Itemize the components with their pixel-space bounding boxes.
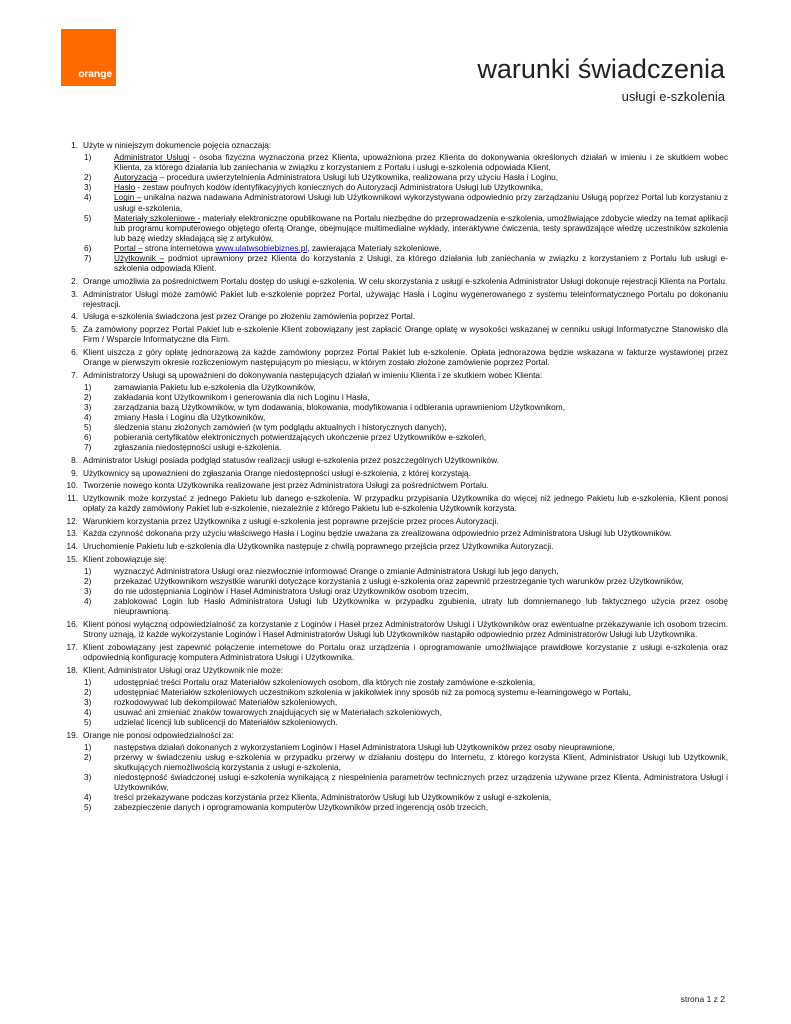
clause-number: 18. [66, 664, 78, 675]
sub-item-text: unikalna nazwa nadawana Administratorowi Usługi lub Użytkownikowi wykorzystywana odpowiednio przy zarządzaniu Usługą poprzez Portal lub korzystaniu z usługi e-szkolenia, [114, 192, 728, 213]
clause-item [60, 311, 728, 321]
sub-item-body [114, 687, 728, 697]
sub-item-text: przekazać Użytkownikom wszystkie warunki dotyczące korzystania z usługi e-szkolenia oraz zapewnić przestrzeganie tych warunków przez Użytkowników, [114, 575, 684, 586]
clause-text: Usługa e-szkolenia świadczona jest przez Orange po złożeniu zamówienia poprzez Portal. [83, 311, 416, 322]
clause-item [60, 554, 728, 617]
clause-text: Użyte w niniejszym dokumencie pojęcia oznaczają: [83, 140, 272, 150]
clause-number: 7. [71, 369, 78, 380]
sub-item-text: pobierania certyfikatów elektronicznych potwierdzających ukończenie przez Użytkowników e-szkoleń, [114, 432, 487, 443]
clause-number: 19. [66, 729, 78, 740]
defined-term: Administrator Usługi [114, 152, 190, 163]
clause-body [83, 480, 728, 490]
sub-item-number: 3) [84, 772, 92, 783]
clause-body [83, 455, 728, 465]
sub-item [83, 402, 728, 412]
sub-item-body [114, 213, 728, 243]
sub-item-body [114, 596, 728, 616]
sub-item-number: 4) [84, 411, 92, 422]
sub-item-body [114, 566, 728, 576]
sub-item-number: 5) [84, 212, 92, 223]
sub-item [83, 182, 728, 192]
sub-item-number: 2) [84, 391, 92, 402]
document-subtitle: usługi e-szkolenia [621, 89, 725, 104]
sub-item-number: 5) [84, 802, 92, 813]
sub-item-text: do nie udostępniania Loginów i Haseł Administratora Usługi oraz Użytkowników osobom trzecim, [114, 586, 469, 597]
sub-item-text: wyznaczyć Administratora Usługi oraz niezwłocznie informować Orange o zmianie Administratora Usługi lub jego danych, [114, 565, 559, 576]
sub-item-text: zamawiania Pakietu lub e-szkolenia dla Użytkowników, [114, 381, 316, 392]
clause-body [83, 140, 728, 273]
sub-item-text: zakładania kont Użytkownikom i generowania dla nich Loginu i Hasła, [114, 391, 370, 402]
sub-item-text: udzielać licencji lub sublicencji do Materiałów szkoleniowych. [114, 716, 338, 727]
sub-item [83, 742, 728, 752]
sub-item [83, 392, 728, 402]
defined-term: Użytkownik – [114, 253, 165, 264]
defined-term: Materiały szkoleniowe - [114, 212, 201, 223]
sub-item-text: zarządzania bazą Użytkowników, w tym dodawania, blokowania, modyfikowania i odbierania uprawnieniom Użytkownikom, [114, 401, 566, 412]
clause-item [60, 541, 728, 551]
defined-term: Autoryzacja [114, 172, 158, 183]
sub-item-number: 1) [84, 152, 92, 163]
sub-item-body [114, 792, 728, 802]
clause-text: Klient zobowiązuje się: [83, 553, 167, 564]
clause-number: 17. [66, 641, 78, 652]
sub-item [83, 432, 728, 442]
sub-item-number: 2) [84, 172, 92, 183]
sub-item-body [114, 412, 728, 422]
document-title: warunki świadczenia [477, 54, 725, 84]
clause-text: Administrator Usługi posiada podgląd statusów realizacji usługi e-szkolenia przez poszczególnych Użytkowników. [83, 454, 499, 465]
clause-body [83, 324, 728, 344]
page-number: strona 1 z 2 [680, 994, 725, 1004]
clause-number: 6. [71, 346, 78, 357]
sub-item-number: 2) [84, 751, 92, 762]
clause-item [60, 324, 728, 344]
clause-number: 8. [71, 454, 78, 465]
sub-item-text: niedostępność świadczonej usługi e-szkolenia wynikającą z niespełnienia parametrów technicznych przez urządzenia używane przez Klienta, Administratora Usługi i Użytkowników, [114, 772, 728, 793]
clause-text: Klient uiszcza z góry opłatę jednorazową za każde zamówiony poprzez Portal Pakiet lub e-szkolenie. Opłata jednorazowa będzie wskazana w fakturze wystawionej przez Orange w pierwszym okresie rozliczeniowym następującym po miesiącu, w którym zostało złożone zamówienie poprzez Portal. [83, 346, 728, 367]
clause-body [83, 311, 728, 321]
sub-item-text: zmiany Hasła i Loginu dla Użytkowników, [114, 411, 266, 422]
sub-list [83, 382, 728, 453]
clause-body [83, 347, 728, 367]
sub-item-body [114, 752, 728, 772]
sub-list [83, 677, 728, 727]
sub-item-number: 3) [84, 401, 92, 412]
clause-text: Uruchomienie Pakietu lub e-szkolenia dla Użytkownika następuje z chwilą poprawnego przejścia przez Użytkownika Autoryzacji. [83, 541, 554, 552]
portal-link[interactable]: www.ulatwsobiebiznes.pl [215, 242, 308, 253]
terms-list [60, 140, 728, 815]
clause-number: 14. [66, 541, 78, 552]
sub-item-body [114, 772, 728, 792]
sub-item [83, 213, 728, 243]
sub-item [83, 172, 728, 182]
sub-item-body [114, 432, 728, 442]
sub-item-text: zabezpieczenie danych i oprogramowania komputerów Użytkowników przed ingerencją osób trzecich, [114, 802, 489, 813]
clause-number: 15. [66, 553, 78, 564]
sub-item-text: - osoba fizyczna wyznaczona przez Klienta, upoważniona przez Klienta do dokonywania określonych działań w imieniu i ze skutkiem wobec Klienta, za którego działania lub zaniechania w związku z korzystaniem z Portalu i usługi e-szkolenia odpowiada Klient, [114, 152, 728, 173]
sub-item-body [114, 182, 728, 192]
sub-item [83, 772, 728, 792]
logo-text: orange [78, 68, 112, 80]
clause-text: Administrator Usługi może zamówić Pakiet lub e-szkolenie poprzez Portal, używając Hasła i Loginu wygenerowanego z systemu teleinformatycznego Portalu po dokonaniu rejestracji. [83, 288, 728, 309]
sub-item-body [114, 243, 728, 253]
sub-list [83, 152, 728, 273]
sub-list [83, 566, 728, 616]
clause-item [60, 455, 728, 465]
defined-term: Hasło [114, 182, 136, 193]
sub-list [83, 742, 728, 813]
sub-item [83, 442, 728, 452]
clause-body [83, 665, 728, 728]
sub-item [83, 792, 728, 802]
sub-item-body [114, 392, 728, 402]
sub-item-body [114, 172, 728, 182]
sub-item-number: 3) [84, 586, 92, 597]
clause-body [83, 528, 728, 538]
sub-item-body [114, 402, 728, 412]
sub-item-text: śledzenia stanu złożonych zamówień (w tym podglądu aktualnych i historycznych danych), [114, 422, 447, 432]
sub-item [83, 677, 728, 687]
sub-item-number: 4) [84, 192, 92, 203]
clause-text: Użytkownik może korzystać z jednego Pakietu lub danego e-szkolenia. W przypadku przypisania Użytkownika do więcej niż jednego Pakietu lub e-szkolenia, Klient ponosi opłaty za każdy zamówiony Pakiet lub e-szkolenie, niezależnie z którego Pakietu lub e-szkolenia Użytkownik korzysta. [83, 492, 728, 514]
sub-item [83, 152, 728, 172]
defined-term: Portal – [114, 242, 143, 253]
sub-item [83, 717, 728, 727]
sub-item-text: rozkodowywać lub dekompilować Materiałów szkoleniowych, [114, 696, 338, 707]
clause-item [60, 480, 728, 490]
sub-item-body [114, 576, 728, 586]
sub-item [83, 707, 728, 717]
clause-item [60, 730, 728, 813]
clause-item [60, 347, 728, 367]
sub-item-body [114, 442, 728, 452]
clause-body [83, 541, 728, 551]
sub-item-number: 4) [84, 596, 92, 607]
sub-item-body [114, 586, 728, 596]
clause-text: Klient, Administrator Usługi oraz Użytkownik nie może: [83, 664, 284, 675]
clause-text: Orange umożliwia za pośrednictwem Portalu dostęp do usługi e-szkolenia. W celu skorzystania z usługi e-szkolenia Administrator Usługi dokonuje rejestracji Klienta na Portalu. [83, 275, 728, 286]
clause-item [60, 665, 728, 728]
clause-body [83, 619, 728, 639]
clause-item [60, 276, 728, 286]
clause-number: 11. [67, 492, 78, 503]
sub-item-number: 1) [84, 565, 92, 576]
sub-item-number: 4) [84, 792, 92, 803]
sub-item-number: 6) [84, 432, 92, 443]
sub-item-number: 1) [84, 741, 92, 752]
sub-item-text: – procedura uwierzytelnienia Administratora Usługi lub Użytkownika, realizowana przy użyciu Hasła i Loginu, [157, 172, 559, 183]
sub-item-text-after: , zawierająca Materiały szkoleniowe, [307, 242, 442, 253]
sub-item [83, 253, 728, 273]
clause-body [83, 276, 728, 286]
sub-item [83, 802, 728, 812]
clause-body [83, 554, 728, 617]
sub-item [83, 586, 728, 596]
sub-item-text: treści przekazywane podczas korzystania przez Klienta, Administratorów Usługi lub Użytkowników z usługi e-szkolenia, [114, 792, 552, 803]
clause-text: Klient ponosi wyłączną odpowiedzialność za korzystanie z Loginów i Haseł przez Administratorów Usługi i Użytkowników oraz ewentualne przekazywanie ich osobom trzecim. Strony uznają, iż każde wykorzystanie Loginów i Haseł Administratorów Usługi lub Użytkowników nastąpiło odpowiednio przez Administratorów Usługi lub Użytkownika. [83, 618, 728, 640]
clause-text: Klient zobowiązany jest zapewnić połączenie internetowe do Portalu oraz urządzenia i oprogramowanie umożliwiające prawidłowe korzystanie z usługi e-szkolenia oraz odpowiednią konfigurację komputera Administratora Usługi i Użytkownika. [83, 641, 728, 662]
sub-item [83, 576, 728, 586]
defined-term: Login – [114, 192, 142, 203]
clause-item [60, 140, 728, 273]
clause-body [83, 468, 728, 478]
sub-item [83, 412, 728, 422]
clause-text: Za zamówiony poprzez Portal Pakiet lub e-szkolenie Klient zobowiązany jest zapłacić Orange opłatę w wysokości wskazanej w cenniku usługi Informatyczne Stanowisko dla Firm / Wsparcie Informatyczne dla Firm. [83, 323, 728, 345]
clause-item [60, 619, 728, 639]
sub-item-body [114, 152, 728, 172]
sub-item [83, 192, 728, 212]
clause-number: 12. [66, 515, 78, 526]
sub-item [83, 752, 728, 772]
clause-number: 1. [71, 140, 78, 150]
clause-body [83, 642, 728, 662]
clause-item [60, 493, 728, 513]
clause-item [60, 516, 728, 526]
clause-number: 4. [71, 311, 78, 322]
clause-number: 16. [66, 618, 78, 629]
sub-item-text: przerwy w świadczeniu usług e-szkolenia w przypadku przerwy w działaniu dostępu do Internetu, z którego korzysta Klient, Administrator Usługi lub Użytkownik, skutkujących niemożliwością korzystania z usługi e-szkolenia, [114, 751, 728, 772]
sub-item-text: zgłaszania niedostępności usługi e-szkolenia. [114, 442, 282, 453]
sub-item-body [114, 697, 728, 707]
sub-item-number: 3) [84, 696, 92, 707]
sub-item-number: 5) [84, 716, 92, 727]
sub-item-number: 1) [84, 381, 92, 392]
clause-number: 3. [71, 288, 78, 299]
sub-item [83, 566, 728, 576]
clause-body [83, 730, 728, 813]
clause-number: 9. [71, 467, 78, 478]
sub-item-number: 3) [84, 182, 92, 193]
sub-item [83, 422, 728, 432]
sub-item-body [114, 422, 728, 432]
clause-body [83, 370, 728, 453]
sub-item-number: 4) [84, 706, 92, 717]
clause-text: Warunkiem korzystania przez Użytkownika z usługi e-szkolenia jest poprawne przejście przez proces Autoryzacji. [83, 515, 499, 526]
sub-item-text: - zestaw poufnych kodów identyfikacyjnych koniecznych do Autoryzacji Administratora Usługi lub Użytkownika, [135, 182, 543, 193]
clause-text: Użytkownicy są upoważnieni do zgłaszania Orange niedostępności usługi e-szkolenia, z której korzystają. [83, 467, 471, 478]
sub-item-number: 2) [84, 575, 92, 586]
clause-item [60, 642, 728, 662]
sub-item [83, 687, 728, 697]
sub-item-text: następstwa działań dokonanych z wykorzystaniem Loginów i Haseł Administratora Usługi lub Użytkowników przez osoby nieuprawnione, [114, 741, 615, 752]
sub-item-body [114, 717, 728, 727]
clause-item [60, 370, 728, 453]
sub-item-body [114, 742, 728, 752]
sub-item-number: 1) [84, 676, 92, 687]
sub-item-body [114, 707, 728, 717]
sub-item-number: 5) [84, 422, 92, 432]
sub-item-text: zablokować Login lub Hasło Administratora Usługi lub Użytkownika w przypadku zgubienia, utraty lub domniemanego lub faktycznego użycia przez osobę nieuprawnioną. [114, 596, 728, 617]
sub-item-text: udostępniać Materiałów szkoleniowych uczestnikom szkolenia w jakikolwiek inny sposób niż za pomocą systemu e-learningowego w Portalu, [114, 686, 631, 697]
clause-text: Każda czynność dokonana przy użyciu właściwego Hasła i Loginu będzie uważana za zrealizowana odpowiednio przez Administratora Usługi lub Użytkowników. [83, 528, 672, 539]
sub-item-text: strona internetowa [142, 242, 216, 253]
clause-text: Orange nie ponosi odpowiedzialności za: [83, 729, 234, 740]
sub-item-number: 7) [84, 253, 92, 264]
clause-item [60, 528, 728, 538]
orange-logo [61, 29, 116, 86]
sub-item-body [114, 192, 728, 212]
sub-item-body [114, 802, 728, 812]
clause-item [60, 289, 728, 309]
sub-item [83, 243, 728, 253]
sub-item [83, 596, 728, 616]
sub-item-body [114, 253, 728, 273]
clause-number: 13. [66, 528, 78, 539]
clause-text: Tworzenie nowego konta Użytkownika realizowane jest przez Administratora Usługi za pośrednictwem Portalu. [83, 480, 489, 491]
sub-item-body [114, 382, 728, 392]
clause-body [83, 516, 728, 526]
sub-item-number: 2) [84, 686, 92, 697]
sub-item [83, 697, 728, 707]
clause-number: 10. [66, 480, 78, 491]
clause-number: 2. [71, 275, 78, 286]
clause-number: 5. [71, 323, 78, 334]
sub-item-body [114, 677, 728, 687]
clause-text: Administratorzy Usługi są upoważnieni do dokonywania następujących działań w imieniu Klienta i ze skutkiem wobec Klienta: [83, 369, 543, 380]
sub-item-text: podmiot uprawniony przez Klienta do korzystania z Usługi, za którego działania lub zaniechania w związku z korzystaniem z Portalu lub usługi e-szkolenia odpowiada Klient. [114, 253, 729, 274]
clause-body [83, 289, 728, 309]
sub-item-text: usuwać ani zmieniać znaków towarowych znajdujących się w Materiałach szkoleniowych, [114, 706, 442, 717]
sub-item-text: materiały elektroniczne opublikowane na Portalu niezbędne do przeprowadzenia e-szkolenia, umożliwiające zdobycie wiedzy na temat aplikacji lub programu komputerowego objętego ofertą Orange, obejmujące multimedialne wykłady, interaktywne ćwiczenia, testy sprawdzające wiedzę uczestników szkolenia lub bazę wiedzy składającą się z artykułów, [114, 212, 728, 243]
sub-item-number: 6) [84, 242, 92, 253]
sub-item [83, 382, 728, 392]
clause-item [60, 468, 728, 478]
clause-body [83, 493, 728, 513]
sub-item-number: 7) [84, 442, 92, 453]
sub-item-text: udostępniać treści Portalu oraz Materiałów szkoleniowych osobom, dla których nie zostały zamówione e-szkolenia, [114, 676, 536, 687]
